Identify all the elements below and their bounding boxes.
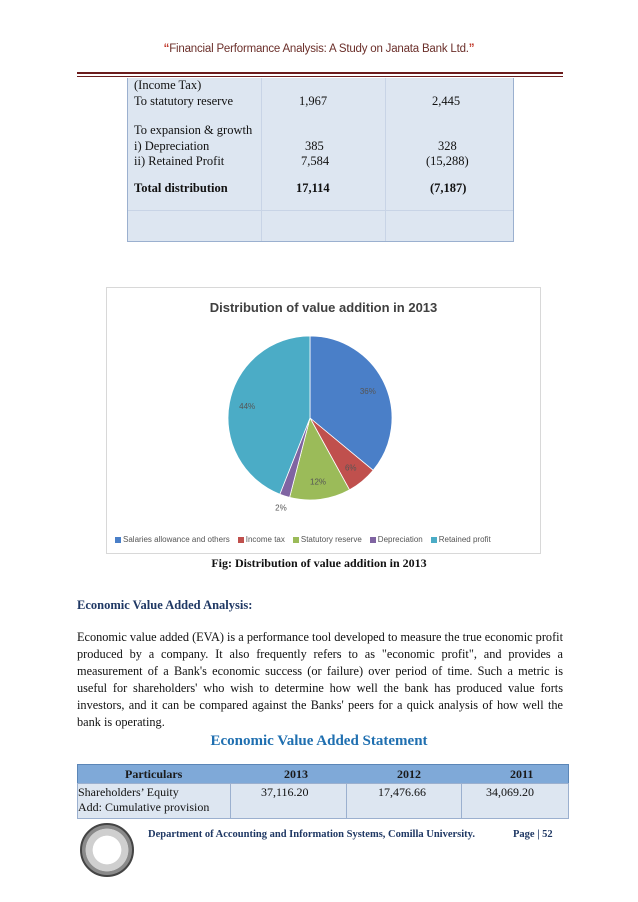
table-body bbox=[77, 783, 569, 819]
header-2012: 2012 bbox=[397, 767, 421, 781]
pie-slice-label-0: 36% bbox=[359, 386, 376, 396]
header-2011: 2011 bbox=[510, 767, 534, 781]
pie-chart-svg bbox=[107, 288, 540, 533]
header-title-text: Financial Performance Analysis: A Study on Janata Bank Ltd. bbox=[169, 43, 469, 55]
pie-slice-label-2: 12% bbox=[310, 477, 327, 487]
legend-swatch-2 bbox=[293, 537, 299, 543]
header-rule-thin bbox=[77, 76, 563, 77]
legend-item-2 bbox=[293, 535, 362, 544]
legend-item-4 bbox=[431, 535, 491, 544]
university-seal-icon bbox=[80, 823, 134, 877]
legend-label-0: Salaries allowance and others bbox=[123, 535, 230, 544]
header-2013: 2013 bbox=[284, 767, 308, 781]
cell-2012: 17,476.66 bbox=[378, 785, 426, 799]
legend-swatch-4 bbox=[431, 537, 437, 543]
table-total-label: Total distribution bbox=[134, 181, 228, 195]
table-row-label: ii) Retained Profit bbox=[134, 154, 225, 168]
table-cell-2012: (15,288) bbox=[426, 154, 469, 168]
table-total-2012: (7,187) bbox=[430, 181, 467, 195]
legend-label-2: Statutory reserve bbox=[300, 535, 362, 544]
table-column-divider bbox=[230, 784, 231, 818]
chart-legend bbox=[115, 535, 540, 544]
table-cell-2012: 328 bbox=[438, 139, 457, 153]
header-rule-thick bbox=[77, 72, 563, 74]
table-cell-2013: 7,584 bbox=[301, 154, 330, 168]
eva-paragraph: Economic value added (EVA) is a performance tool developed to measure the true economic profit produced by a company. It also frequently refers to as "economic profit", and provides a measurement of a Bank's economic success (or failure) over period of time. Such a metric is useful for shareholders' who wish to determine how well the bank has produced value forts investors, and it can be compared against the Banks' peers for a quick analysis of how well the bank is operating. bbox=[77, 630, 564, 729]
pie-slice-label-4: 44% bbox=[239, 402, 256, 412]
header-close-quote: ” bbox=[468, 43, 475, 55]
table-header-row bbox=[77, 764, 569, 784]
section-heading: Economic Value Added Analysis: bbox=[77, 598, 253, 612]
pie-slice-label-3: 2% bbox=[275, 503, 287, 513]
table-column-divider bbox=[461, 784, 462, 818]
footer-department: Department of Accounting and Information Systems, Comilla University. bbox=[148, 829, 475, 840]
table-row-label: To statutory reserve bbox=[134, 94, 234, 108]
legend-item-1 bbox=[238, 535, 285, 544]
table-cell-2013: 1,967 bbox=[299, 94, 328, 108]
row-label-provision: Add: Cumulative provision bbox=[78, 800, 210, 814]
table-cell-2013: 385 bbox=[305, 139, 324, 153]
table-row-divider bbox=[128, 210, 513, 211]
pie-chart bbox=[106, 287, 541, 554]
table-row-label: (Income Tax) bbox=[134, 78, 202, 92]
legend-swatch-3 bbox=[370, 537, 376, 543]
distribution-table bbox=[127, 78, 514, 242]
figure-caption: Fig: Distribution of value addition in 2013 bbox=[211, 556, 427, 570]
table-column-divider bbox=[385, 78, 386, 241]
cell-2011: 34,069.20 bbox=[486, 785, 534, 799]
statement-title: Economic Value Added Statement bbox=[210, 733, 428, 749]
header-particulars: Particulars bbox=[125, 767, 183, 781]
table-column-divider bbox=[346, 784, 347, 818]
legend-label-1: Income tax bbox=[245, 535, 285, 544]
legend-label-3: Depreciation bbox=[377, 535, 423, 544]
chart-title: Distribution of value addition in 2013 bbox=[209, 300, 438, 315]
footer-page-number: Page | 52 bbox=[513, 829, 553, 840]
legend-item-3 bbox=[370, 535, 423, 544]
legend-label-4: Retained profit bbox=[438, 535, 491, 544]
table-cell-2012: 2,445 bbox=[432, 94, 461, 108]
header-open-quote: “ bbox=[163, 43, 170, 55]
table-row-label: To expansion & growth bbox=[134, 123, 253, 137]
pie-slice-label-1: 6% bbox=[344, 463, 357, 473]
legend-item-0 bbox=[115, 535, 230, 544]
legend-swatch-1 bbox=[238, 537, 244, 543]
page-header-title bbox=[0, 43, 638, 55]
table-row-label: i) Depreciation bbox=[134, 139, 210, 153]
table-total-2013: 17,114 bbox=[296, 181, 330, 195]
cell-2013: 37,116.20 bbox=[261, 785, 309, 799]
legend-swatch-0 bbox=[115, 537, 121, 543]
row-label-equity: Shareholders’ Equity bbox=[78, 785, 179, 799]
table-column-divider bbox=[261, 78, 262, 241]
